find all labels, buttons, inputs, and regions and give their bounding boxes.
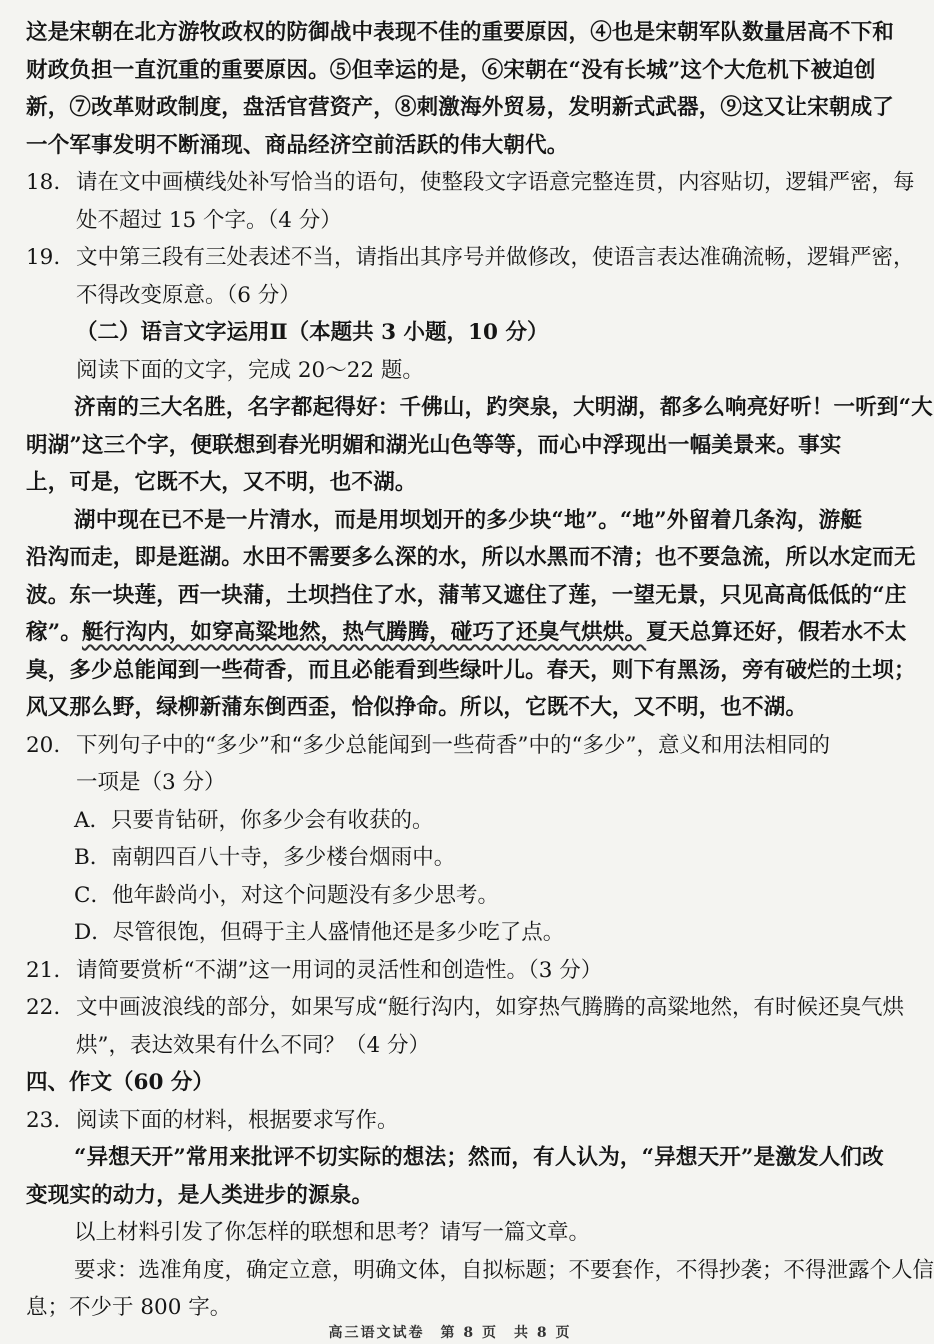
writing-prompt: 以上材料引发了你怎样的联想和思考？请写一篇文章。 [74,1220,591,1245]
material-text: “异想天开”常用来批评不切实际的想法；然而，有人认为，“异想天开”是激发人们改 [74,1145,884,1170]
text-line: 臭，多少总能闻到一些荷香，而且必能看到些绿叶儿。春天，则下有黑汤，旁有破烂的土坝； [26,657,916,683]
text-line: 沿沟而走，即是逛湖。水田不需要多么深的水，所以水黑而不清；也不要急流，所以水定而无 [26,545,916,570]
section-intro: 阅读下面的文字，完成 20～22 题。 [76,357,424,383]
question-text: 烘”，表达效果有什么不同？（4 分） [76,1032,431,1058]
text-line: 上，可是，它既不大，又不明，也不湖。 [26,470,417,495]
question-23 [26,1102,934,1327]
question-number: 21. [26,957,61,983]
question-text: 文中第三段有三处表述不当，请指出其序号并做修改，使语言表达准确流畅，逻辑严密， [76,245,915,270]
question-number: 18. [26,170,61,195]
text-line: 波。东一块莲，西一块蒲，土坝挡住了水，蒲苇又遮住了莲，一望无景，只见高高低低的“庄 [26,582,907,608]
question-number: 23. [26,1107,61,1133]
question-text: 请在文中画横线处补写恰当的语句，使整段文字语意完整连贯，内容贴切，逻辑严密，每 [76,170,915,195]
text-line: 风又那么野，绿柳新蒲东倒西歪，恰似挣命。所以，它既不大，又不明，也不湖。 [26,695,808,720]
text-line: 这是宋朝在北方游牧政权的防御战中表现不佳的重要原因，④也是宋朝军队数量居高不下和 [26,20,895,45]
text-line: 济南的三大名胜，名字都起得好：千佛山，趵突泉，大明湖，都多么响亮好听！一听到“大 [74,395,933,420]
text-line: 明湖”这三个字，便联想到春光明媚和湖光山色等等，而心中浮现出一幅美景来。事实 [26,432,842,458]
option-a: A．只要肯钻研，你多少会有收获的。 [74,807,434,833]
question-text: 请简要赏析“不湖”这一用词的灵活性和创造性。（3 分） [76,957,603,983]
option-d: D．尽管很饱，但碍于主人盛情他还是多少吃了点。 [74,920,565,945]
writing-requirements: 要求：选准角度，确定立意，明确文体，自拟标题；不要套作，不得抄袭；不得泄露个人信 [74,1257,934,1283]
question-18 [26,164,915,239]
question-22 [26,989,904,1064]
question-text: 处不超过 15 个字。（4 分） [76,207,342,233]
text-line: 财政负担一直沉重的重要原因。⑤但幸运的是，⑥宋朝在“没有长城”这个大危机下被迫创 [26,57,876,83]
question-number: 20. [26,732,61,758]
question-text: 文中画波浪线的部分，如果写成“艇行沟内，如穿热气腾腾的高粱地然，有时候还臭气烘 [76,995,904,1020]
question-20 [26,727,878,952]
option-c: C．他年龄尚小，对这个问题没有多少思考。 [74,882,499,908]
question-number: 22. [26,995,61,1020]
text-line: 稼”。艇行沟内，如穿高粱地然，热气腾腾，碰巧了还臭气烘烘。夏天总算还好，假若水不太 [26,620,907,645]
question-19 [26,239,915,314]
question-21 [26,952,878,990]
option-b: B．南朝四百八十寺，多少楼台烟雨中。 [74,845,456,870]
question-text: 不得改变原意。（6 分） [76,282,301,308]
question-text: 一项是（3 分） [76,770,226,795]
text-line: 一个军事发明不断涌现、商品经济空前活跃的伟大朝代。 [26,132,569,158]
question-text: 下列句子中的“多少”和“多少总能闻到一些荷香”中的“多少”，意义和用法相同的 [76,732,830,758]
text-line: 湖中现在已不是一片清水，而是用坝划开的多少块“地”。“地”外留着几条沟，游艇 [74,507,863,533]
text-line: 新，⑦改革财政制度，盘活官营资产，⑧刺激海外贸易，发明新式武器，⑨这又让宋朝成了 [26,95,895,120]
question-text: 阅读下面的材料，根据要求写作。 [76,1107,399,1133]
question-number: 19. [26,245,61,270]
material-text: 变现实的动力，是人类进步的源泉。 [26,1182,374,1208]
reading-passage [26,389,933,727]
section-2-heading: （二）语言文字运用Ⅱ（本题共 3 小题，10 分） [76,320,549,345]
continued-paragraph [26,14,895,164]
page-footer: 高三语文试卷 第 8 页 共 8 页 [328,1325,572,1341]
wavy-underlined-text: 艇行沟内，如穿高粱地然，热气腾腾，碰巧了还臭气烘烘。 [81,620,647,645]
writing-requirements: 息；不少于 800 字。 [26,1295,232,1320]
section-4-heading: 四、作文（60 分） [26,1070,214,1095]
